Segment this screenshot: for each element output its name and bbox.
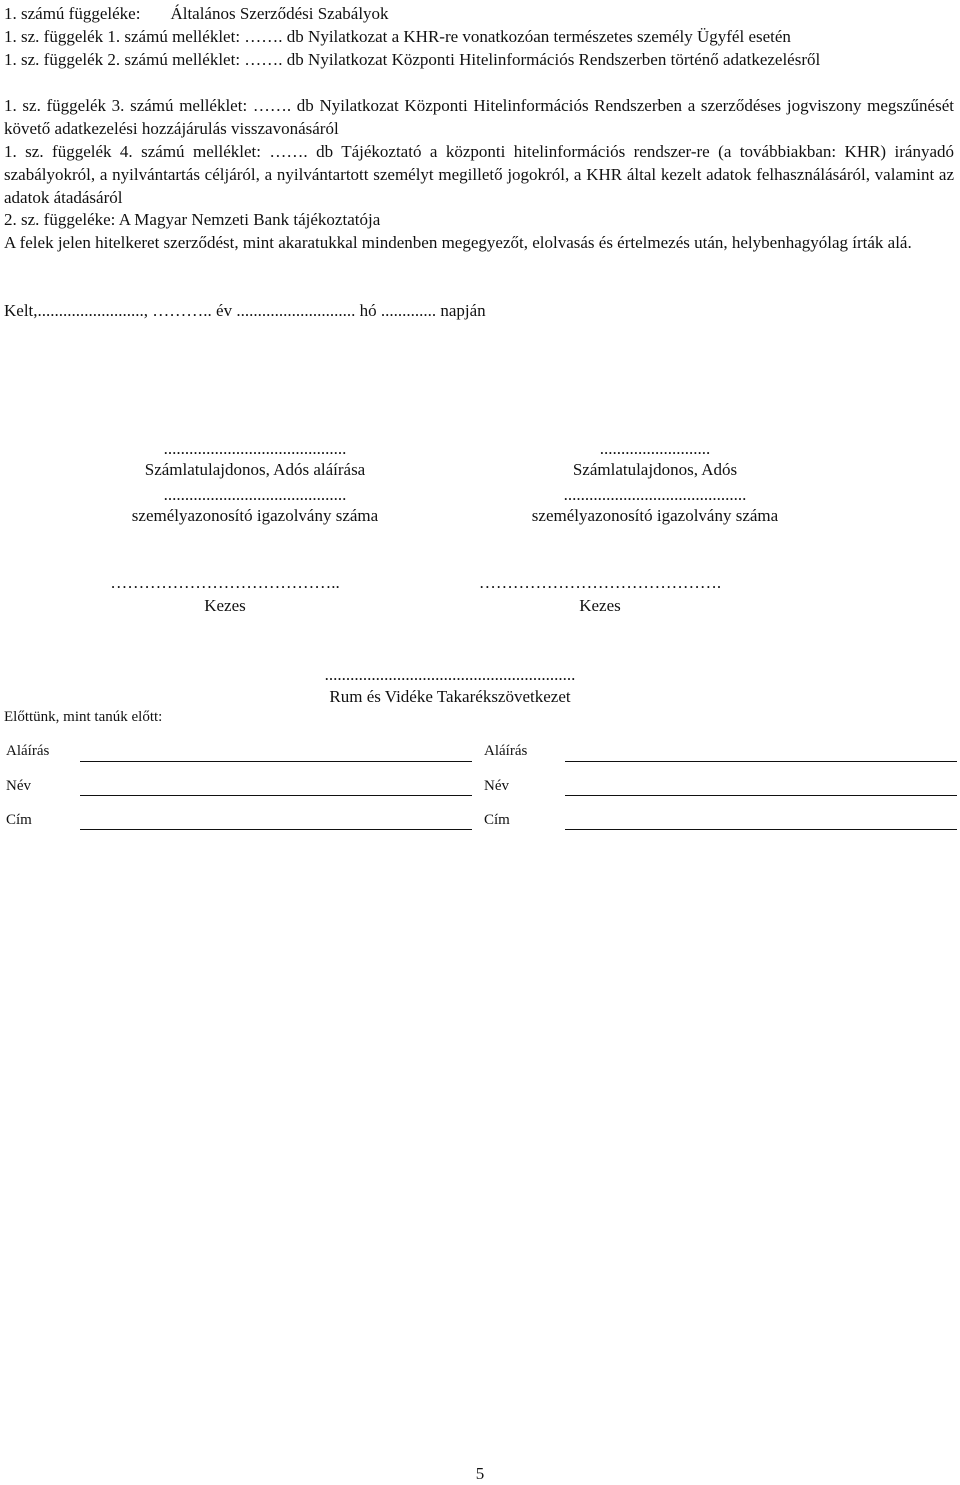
right-id-dots: ...........................................	[563, 485, 747, 504]
page-number: 5	[475, 1464, 485, 1483]
witness-1-address-label: Cím	[6, 812, 32, 828]
witness-2-address-label: Cím	[484, 812, 510, 828]
right-signature-caption: Számlatulajdonos, Adós	[572, 460, 738, 479]
witness-1-signature-line	[80, 761, 472, 762]
witnesses-intro: Előttünk, mint tanúk előtt:	[4, 709, 163, 725]
appendix-1-label: 1. számú függeléke:	[4, 4, 141, 23]
appendix-1-sub-1: 1. sz. függelék 1. számú melléklet: ……. db Nyilatkozat a KHR-re vonatkozóan természetes személy Ügyfél esetén	[4, 27, 791, 46]
witness-2-name-label: Név	[484, 778, 509, 794]
witness-2-name-line	[565, 795, 957, 796]
guarantor-left-caption: Kezes	[204, 596, 246, 615]
left-signature-caption: Számlatulajdonos, Adós aláírása	[144, 460, 366, 479]
left-signature-dots: ...........................................	[163, 439, 347, 458]
bank-signature-dots: ...........................................................	[324, 665, 576, 684]
guarantor-right-dots: …………………………………….	[478, 573, 722, 592]
left-id-caption: személyazonosító igazolvány száma	[131, 506, 379, 525]
witness-1-signature-label: Aláírás	[6, 743, 50, 759]
right-signature-dots: ..........................	[599, 439, 711, 458]
bank-name: Rum és Vidéke Takarékszövetkezet	[329, 687, 571, 706]
guarantor-right-caption: Kezes	[579, 596, 621, 615]
appendix-1-sub-4: 1. sz. függelék 4. számú melléklet: ……. db Tájékoztató a központi hitelinformációs rendszer-re (a továbbiakban: KHR) irányadó szabályokról, a nyilvántartás céljáról, a nyilvántartott személyt megillető jogokról, a KHR által kezelt adatok felhasználásáról, valamint az adatok átadásáról	[4, 142, 954, 207]
left-id-dots: ...........................................	[163, 485, 347, 504]
appendix-1-heading	[4, 2, 954, 25]
appendix-1-sub-3: 1. sz. függelék 3. számú melléklet: ……. db Nyilatkozat Központi Hitelinformációs Rendszerben a szerződéses jogviszony megszűnését követő adatkezelési hozzájárulás visszavonásáról	[4, 96, 954, 138]
witness-1-name-label: Név	[6, 778, 31, 794]
appendix-1-sub-2: 1. sz. függelék 2. számú melléklet: ……. db Nyilatkozat Központi Hitelinformációs Rendszerben történő adatkezelésről	[4, 50, 821, 69]
witness-1-address-line	[80, 829, 472, 830]
witness-2-signature-label: Aláírás	[484, 743, 528, 759]
dated-line: Kelt,........................., ……….. év ............................ hó ............. napján	[4, 301, 486, 320]
witness-2-signature-line	[565, 761, 957, 762]
agreement-statement: A felek jelen hitelkeret szerződést, mint akaratukkal mindenben megegyezőt, elolvasás és értelmezés után, helybenhagyólag írták alá.	[4, 233, 912, 252]
witness-1-name-line	[80, 795, 472, 796]
appendix-1-title: Általános Szerződési Szabályok	[170, 4, 389, 23]
right-id-caption: személyazonosító igazolvány száma	[531, 506, 779, 525]
witness-2-address-line	[565, 829, 957, 830]
guarantor-left-dots: …………………………………..	[110, 573, 340, 592]
appendix-2: 2. sz. függeléke: A Magyar Nemzeti Bank tájékoztatója	[4, 210, 381, 229]
